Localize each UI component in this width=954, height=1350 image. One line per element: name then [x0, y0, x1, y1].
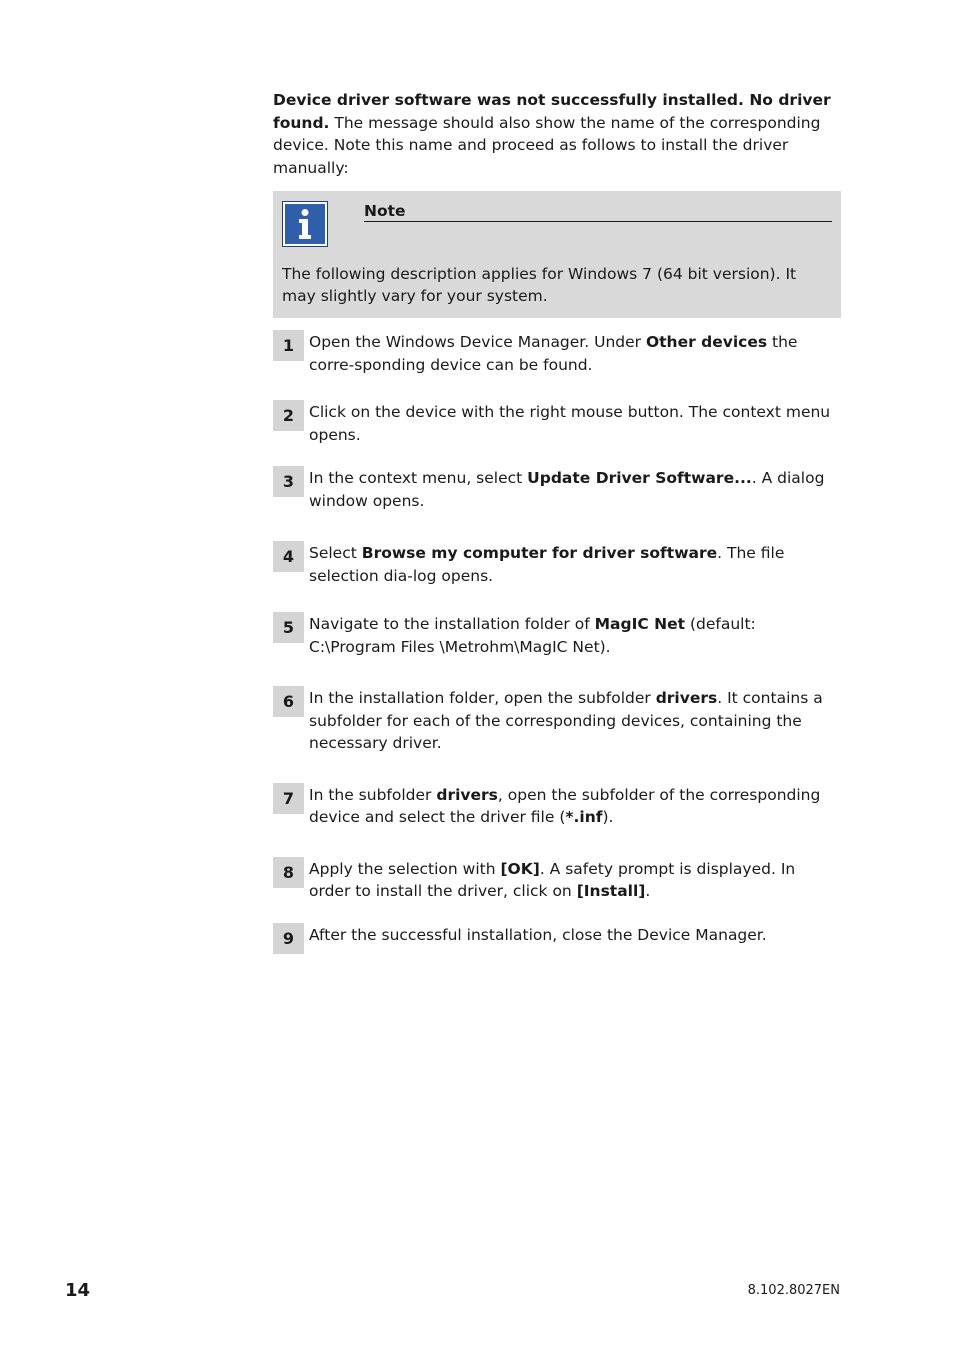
info-icon: [282, 201, 328, 247]
step-4: [273, 541, 841, 587]
step-text-segment: In the installation folder, open the subfolder: [309, 689, 656, 708]
step-text: [309, 923, 841, 947]
page-number: 14: [65, 1280, 91, 1301]
step-emphasis: [OK]: [500, 859, 540, 878]
step-emphasis: MagIC Net: [594, 615, 686, 634]
step-text-segment: . A dialog window opens.: [309, 469, 825, 510]
step-number: 6: [273, 686, 304, 717]
document-number: 8.102.8027EN: [747, 1283, 840, 1298]
step-7: [273, 783, 841, 829]
step-text: [309, 783, 841, 829]
step-text-segment: Apply the selection with: [309, 859, 501, 878]
step-text: [309, 541, 841, 587]
step-text: [309, 612, 841, 658]
note-title: Note: [364, 201, 832, 222]
step-number: 2: [273, 400, 304, 431]
intro-paragraph: [273, 89, 841, 179]
step-number: 8: [273, 857, 304, 888]
step-emphasis: drivers: [655, 689, 718, 708]
step-9: [273, 923, 841, 954]
step-number: 5: [273, 612, 304, 643]
step-text: [309, 686, 841, 755]
step-text-segment: (default: C:\Program Files \Metrohm\MagIC Net).: [309, 615, 756, 656]
step-text-segment: In the context menu, select: [309, 469, 528, 488]
step-number: 7: [273, 783, 304, 814]
step-emphasis: *.inf: [565, 808, 603, 827]
note-box: [273, 191, 841, 318]
step-text-segment: . A safety prompt is displayed. In order to install the driver, click on: [309, 859, 796, 901]
step-8: [273, 857, 841, 903]
note-header: [282, 201, 832, 247]
step-text-segment: Click on the device with the right mouse button. The context menu opens.: [309, 403, 831, 444]
step-emphasis: Update Driver Software...: [527, 469, 752, 488]
step-text-segment: . It contains a subfolder for each of the corresponding devices, containing the necessary driver.: [309, 689, 823, 753]
page-content: [273, 89, 841, 954]
step-text: [309, 466, 841, 512]
step-3: [273, 466, 841, 512]
step-number: 4: [273, 541, 304, 572]
step-1: [273, 330, 841, 376]
intro-heading: Device driver software was not successfully installed. No driver found.: [273, 91, 831, 132]
intro-text: The message should also show the name of the corresponding device. Note this name and proceed as follows to install the driver manually:: [273, 113, 821, 177]
step-list: [273, 330, 841, 954]
step-2: [273, 400, 841, 446]
step-number: 9: [273, 923, 304, 954]
step-emphasis: drivers: [436, 785, 498, 804]
step-emphasis: Browse my computer for driver software: [361, 544, 718, 563]
step-text-segment: the corre-sponding device can be found.: [309, 333, 798, 374]
step-text-segment: After the successful installation, close the Device Manager.: [309, 925, 767, 944]
step-text-segment: ).: [602, 808, 614, 827]
step-5: [273, 612, 841, 658]
step-emphasis: [Install]: [576, 882, 646, 901]
step-number: 3: [273, 466, 304, 497]
step-text-segment: . The file selection dia-log opens.: [309, 544, 785, 585]
step-text-segment: , open the subfolder of the corresponding device and select the driver file (: [309, 785, 821, 827]
step-text-segment: In the subfolder: [309, 785, 437, 804]
step-text: [309, 400, 841, 446]
info-glyph: [297, 208, 313, 240]
step-text-segment: .: [645, 882, 651, 901]
step-text-segment: Navigate to the installation folder of: [309, 615, 595, 634]
step-text-segment: Open the Windows Device Manager. Under: [309, 333, 646, 352]
step-text: [309, 857, 841, 903]
step-text-segment: Select: [309, 544, 362, 563]
step-number: 1: [273, 330, 304, 361]
step-text: [309, 330, 841, 376]
step-6: [273, 686, 841, 755]
note-text: The following description applies for Windows 7 (64 bit version). It may slightly vary for your system.: [282, 265, 797, 306]
step-emphasis: Other devices: [645, 333, 768, 352]
